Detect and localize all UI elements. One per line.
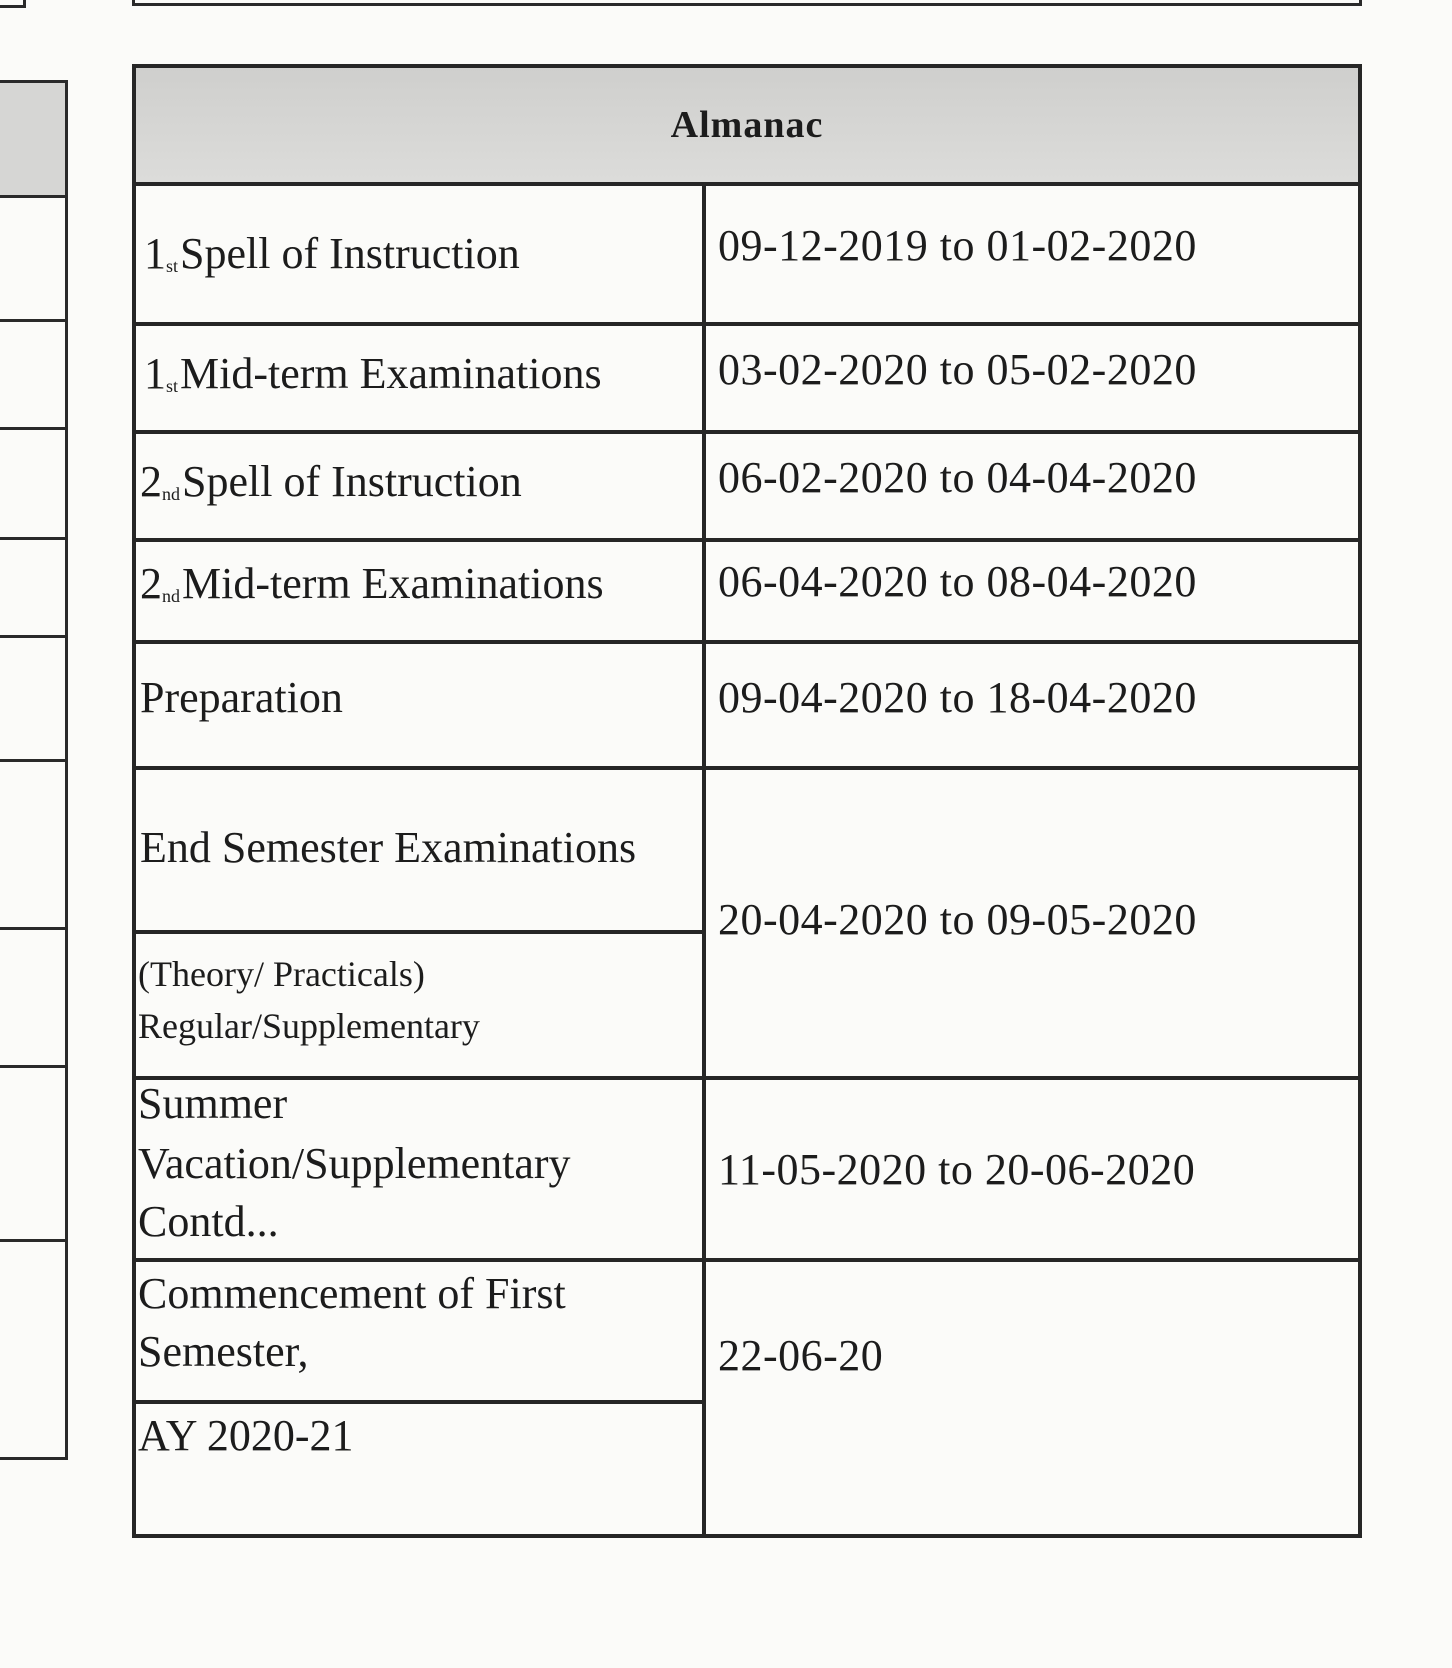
column-divider (702, 182, 706, 1534)
cropped-table-row-line (0, 1239, 65, 1242)
date-range: 09-12-2019 to 01-02-2020 (718, 221, 1197, 270)
row-separator-partial (136, 930, 706, 934)
row-separator (136, 322, 1358, 326)
row-separator (136, 766, 1358, 770)
ordinal-number: 1 (144, 229, 166, 278)
row-separator (136, 538, 1358, 542)
cropped-adjacent-table (0, 80, 68, 1460)
cropped-table-row-line (0, 635, 65, 638)
activity-label: Spell of Instruction (182, 457, 522, 506)
ordinal-number: 2 (140, 457, 162, 506)
activity-label-line: AY 2020-21 (138, 1411, 354, 1460)
activity-cell (144, 348, 602, 401)
ordinal-suffix: st (166, 256, 179, 276)
activity-label-line: Commencement of First (138, 1269, 566, 1318)
activity-label-line: Contd... (138, 1197, 279, 1246)
activity-cell (140, 456, 522, 509)
ordinal-suffix: nd (162, 586, 180, 606)
activity-label-line: Semester, (138, 1327, 309, 1376)
activity-label-line: Vacation/Supplementary (138, 1139, 571, 1188)
date-range: 22-06-20 (718, 1331, 884, 1380)
activity-label: Spell of Instruction (180, 229, 520, 278)
date-range: 11-05-2020 to 20-06-2020 (718, 1145, 1196, 1194)
activity-sub-label: Regular/Supplementary (138, 1006, 480, 1046)
activity-label: Preparation (140, 673, 343, 722)
almanac-title: Almanac (136, 68, 1358, 186)
row-separator-partial (136, 1400, 706, 1404)
cropped-table-row-line (0, 537, 65, 540)
activity-label: Mid-term Examinations (180, 349, 602, 398)
cropped-frame-top (132, 0, 1362, 6)
activity-label-line: Summer (138, 1079, 288, 1128)
cropped-table-row-line (0, 927, 65, 930)
row-separator (136, 1076, 1358, 1080)
cropped-table-row-line (0, 1065, 65, 1068)
ordinal-number: 1 (144, 349, 166, 398)
activity-label: Mid-term Examinations (182, 559, 604, 608)
cropped-table-header (0, 83, 65, 198)
row-separator (136, 640, 1358, 644)
activity-label: End Semester Examinations (140, 823, 637, 872)
date-range: 03-02-2020 to 05-02-2020 (718, 345, 1197, 394)
date-range: 09-04-2020 to 18-04-2020 (718, 673, 1197, 722)
row-separator (136, 1258, 1358, 1262)
row-separator (136, 430, 1358, 434)
activity-cell (140, 558, 604, 611)
cropped-table-row-line (0, 759, 65, 762)
cropped-table-row-line (0, 319, 65, 322)
date-range: 06-02-2020 to 04-04-2020 (718, 453, 1197, 502)
ordinal-suffix: nd (162, 484, 180, 504)
cropped-table-row-line (0, 427, 65, 430)
almanac-table (132, 64, 1362, 1538)
cropped-frame-left (0, 0, 26, 8)
date-range: 20-04-2020 to 09-05-2020 (718, 895, 1197, 944)
ordinal-number: 2 (140, 559, 162, 608)
activity-cell (144, 228, 520, 281)
activity-sub-label: (Theory/ Practicals) (138, 954, 425, 994)
date-range: 06-04-2020 to 08-04-2020 (718, 557, 1197, 606)
ordinal-suffix: st (166, 376, 179, 396)
